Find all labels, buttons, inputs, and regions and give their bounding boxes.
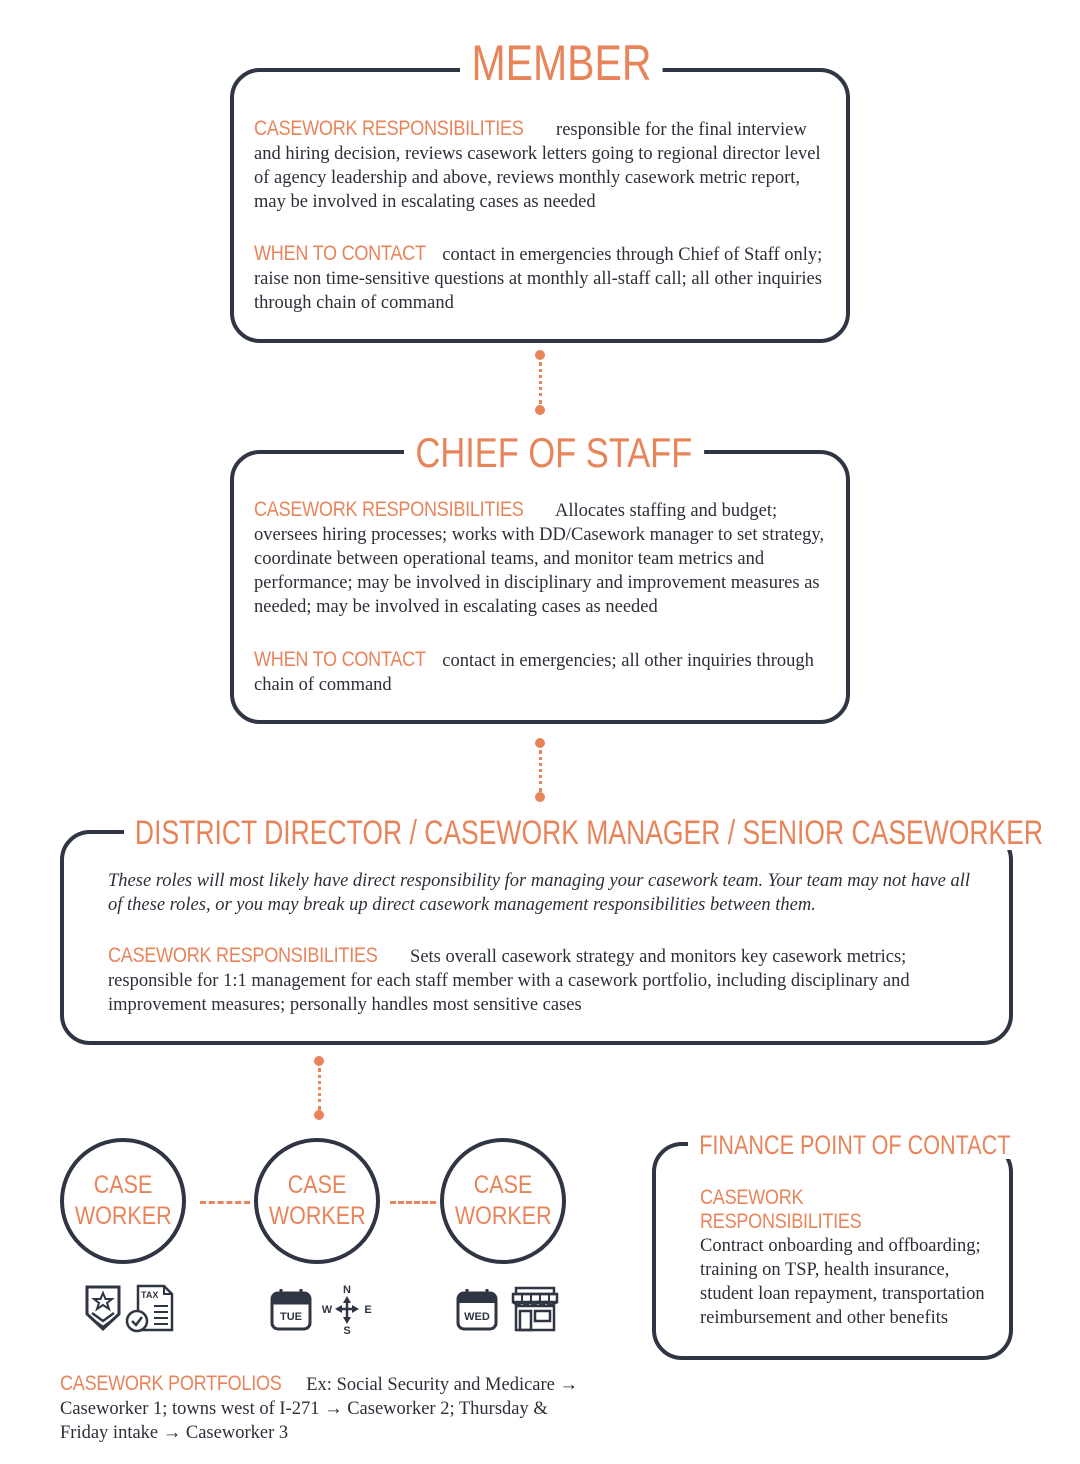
connector-dot xyxy=(535,738,545,748)
casework-portfolios xyxy=(60,1372,580,1445)
member-responsibilities xyxy=(254,117,829,214)
chief-resp-text: Allocates staffing and budget; oversees hiring processes; works with DD/Casework manager to set strategy, coordinate between operational teams, and monitor team metrics and performance; may be involved in disciplinary and improvement measures as needed; may be involved in escalating cases as needed xyxy=(254,501,825,617)
member-resp-label: CASEWORK RESPONSIBILITIES xyxy=(254,117,524,140)
caseworker-link xyxy=(200,1201,250,1204)
tax-label: TAX xyxy=(141,1290,159,1300)
calendar-icon xyxy=(270,1287,312,1331)
caseworker-label-line1: CASE xyxy=(473,1171,533,1199)
director-title: DISTRICT DIRECTOR / CASEWORK MANAGER / SENIOR CASEWORKER xyxy=(124,816,1054,850)
compass-n: N xyxy=(343,1284,351,1296)
chief-resp-label: CASEWORK RESPONSIBILITIES xyxy=(254,498,524,521)
chief-title: CHIEF OF STAFF xyxy=(404,432,704,474)
finance-resp-text: Contract onboarding and offboarding; training on TSP, health insurance, student loan repayment, transportation reimbursement and other benefits xyxy=(700,1236,985,1328)
connector-dot xyxy=(314,1110,324,1120)
director-resp-text: Sets overall casework strategy and monitors key casework metrics; responsible for 1:1 management for each staff member with a casework portfolio, including disciplinary and improvement measures; personally handles most sensitive cases xyxy=(108,947,910,1015)
caseworker-label-line1: CASE xyxy=(287,1171,347,1199)
member-resp-text: responsible for the final interview and hiring decision, reviews casework letters going to regional director level of agency leadership and above, reviews monthly casework metric report, may be involved in escalating cases as needed xyxy=(254,120,821,212)
connector-dot xyxy=(314,1056,324,1066)
connector-dot xyxy=(535,350,545,360)
member-box xyxy=(230,35,850,343)
compass-w: W xyxy=(321,1304,333,1316)
connector-dot xyxy=(535,792,545,802)
director-box xyxy=(60,814,1044,1045)
director-note: These roles will most likely have direct responsibility for managing your casework team. Your team may not have all of these roles, or you may break up direct casework management responsibilities between them. xyxy=(108,871,971,915)
caseworker-label-line2: WORKER xyxy=(268,1202,366,1230)
caseworker-circle-2 xyxy=(254,1138,380,1264)
caseworker-label-line1: CASE xyxy=(93,1171,153,1199)
finance-title: FINANCE POINT OF CONTACT xyxy=(688,1132,1022,1159)
connector-line xyxy=(318,1068,321,1110)
caseworker-label-line2: WORKER xyxy=(454,1202,552,1230)
director-responsibilities xyxy=(108,944,988,1017)
chief-contact xyxy=(254,648,832,697)
chief-contact-text: contact in emergencies; all other inquiries through chain of command xyxy=(254,651,814,695)
connector-line xyxy=(539,750,542,792)
compass-s: S xyxy=(343,1325,351,1336)
finance-box xyxy=(652,1130,1013,1360)
compass-icon xyxy=(318,1282,376,1336)
caseworker-link xyxy=(390,1201,436,1204)
portfolios-text: Ex: Social Security and Medicare → Caseworker 1; towns west of I-271 → Caseworker 2; Thursday & Friday intake → Caseworker 3 xyxy=(60,1375,579,1443)
chief-responsibilities xyxy=(254,498,832,619)
caseworker-circle-3 xyxy=(440,1138,566,1264)
member-contact xyxy=(254,242,829,315)
storefront-icon xyxy=(510,1286,560,1332)
connector-line xyxy=(539,362,542,404)
director-resp-label: CASEWORK RESPONSIBILITIES xyxy=(108,944,378,967)
chief-of-staff-box xyxy=(230,429,850,724)
member-title: MEMBER xyxy=(460,38,663,88)
chief-contact-label: WHEN TO CONTACT xyxy=(254,648,426,671)
connector-dot xyxy=(535,405,545,415)
caseworker-label-line2: WORKER xyxy=(74,1202,172,1230)
caseworker-circle-1 xyxy=(60,1138,186,1264)
portfolios-label: CASEWORK PORTFOLIOS xyxy=(60,1372,282,1395)
military-badge-icon xyxy=(84,1284,122,1332)
tax-document-icon xyxy=(124,1284,178,1334)
finance-responsibilities xyxy=(700,1186,992,1330)
compass-e: E xyxy=(364,1304,372,1316)
member-contact-text: contact in emergencies through Chief of Staff only; raise non time-sensitive questions at monthly all-staff call; all other inquiries through chain of command xyxy=(254,245,823,313)
member-contact-label: WHEN TO CONTACT xyxy=(254,242,426,265)
calendar-day-label: TUE xyxy=(280,1311,302,1323)
calendar-icon xyxy=(456,1287,498,1331)
finance-resp-label: CASEWORK RESPONSIBILITIES xyxy=(700,1186,862,1233)
calendar-day-label: WED xyxy=(464,1311,490,1323)
